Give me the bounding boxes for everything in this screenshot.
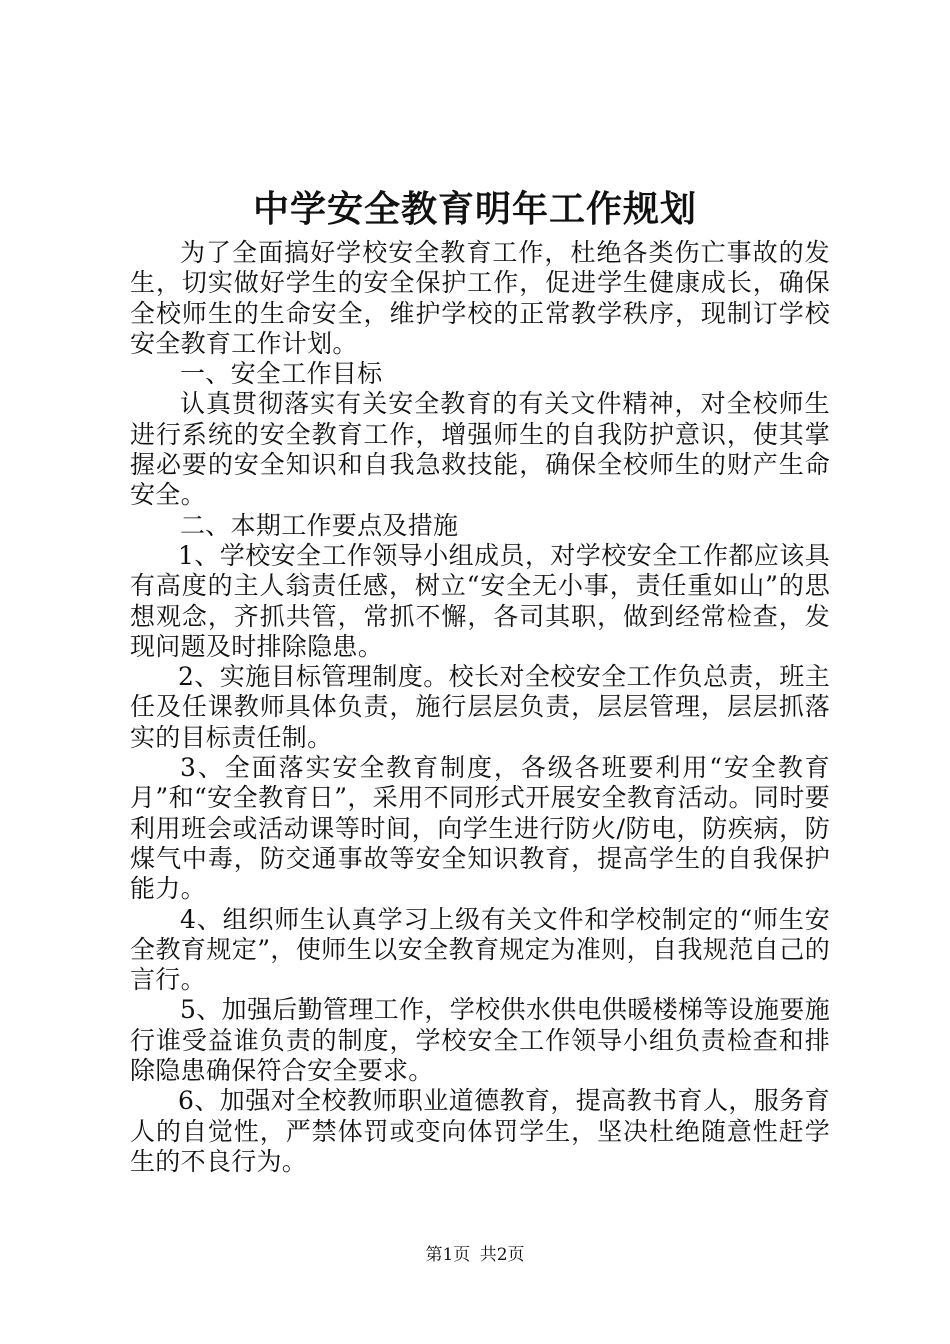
measure-item-6: 6、加强对全校教师职业道德教育，提高教书育人，服务育人的自觉性，严禁体罚或变向体罚学生，坚决杜绝随意性赶学生的不良行为。: [130, 1086, 830, 1176]
page-number-footer: 第1页 共2页: [425, 1245, 525, 1265]
measure-item-4: 4、组织师生认真学习上级有关文件和学校制定的“师生安全教育规定”，使师生以安全教育规定为准则，自我规范自己的言行。: [130, 904, 830, 995]
measure-item-1: 1、学校安全工作领导小组成员，对学校安全工作都应该具有高度的主人翁责任感，树立“安全无小事，责任重如山”的思想观念，齐抓共管，常抓不懈，各司其职，做到经常检查，发现问题及时排除隐患。: [130, 540, 830, 661]
intro-paragraph: 为了全面搞好学校安全教育工作，杜绝各类伤亡事故的发生，切实做好学生的安全保护工作，促进学生健康成长，确保全校师生的生命安全，维护学校的正常教学秩序，现制订学校安全教育工作计划。: [130, 238, 830, 358]
section-heading-goals: 一、安全工作目标: [180, 359, 383, 389]
measure-item-3: 3、全面落实安全教育制度，各级各班要利用“安全教育月”和“安全教育日”，采用不同形式开展安全教育活动。同时要利用班会或活动课等时间，向学生进行防火/防电，防疾病，防煤气中毒，防交通事故等安全知识教育，提高学生的自我保护能力。: [130, 753, 830, 904]
measure-item-2: 2、实施目标管理制度。校长对全校安全工作负总责，班主任及任课教师具体负责，施行层层负责，层层管理，层层抓落实的目标责任制。: [130, 662, 830, 752]
goals-paragraph: 认真贯彻落实有关安全教育的有关文件精神，对全校师生进行系统的安全教育工作，增强师生的自我防护意识，使其掌握必要的安全知识和自我急救技能，确保全校师生的财产生命安全。: [130, 389, 830, 510]
measure-item-5: 5、加强后勤管理工作，学校供水供电供暖楼梯等设施要施行谁受益谁负责的制度，学校安全工作领导小组负责检查和排除隐患确保符合安全要求。: [130, 995, 830, 1086]
document-body: [130, 238, 830, 1177]
document-title: 中学安全教育明年工作规划: [252, 188, 697, 230]
section-heading-measures: 二、本期工作要点及措施: [180, 510, 459, 540]
